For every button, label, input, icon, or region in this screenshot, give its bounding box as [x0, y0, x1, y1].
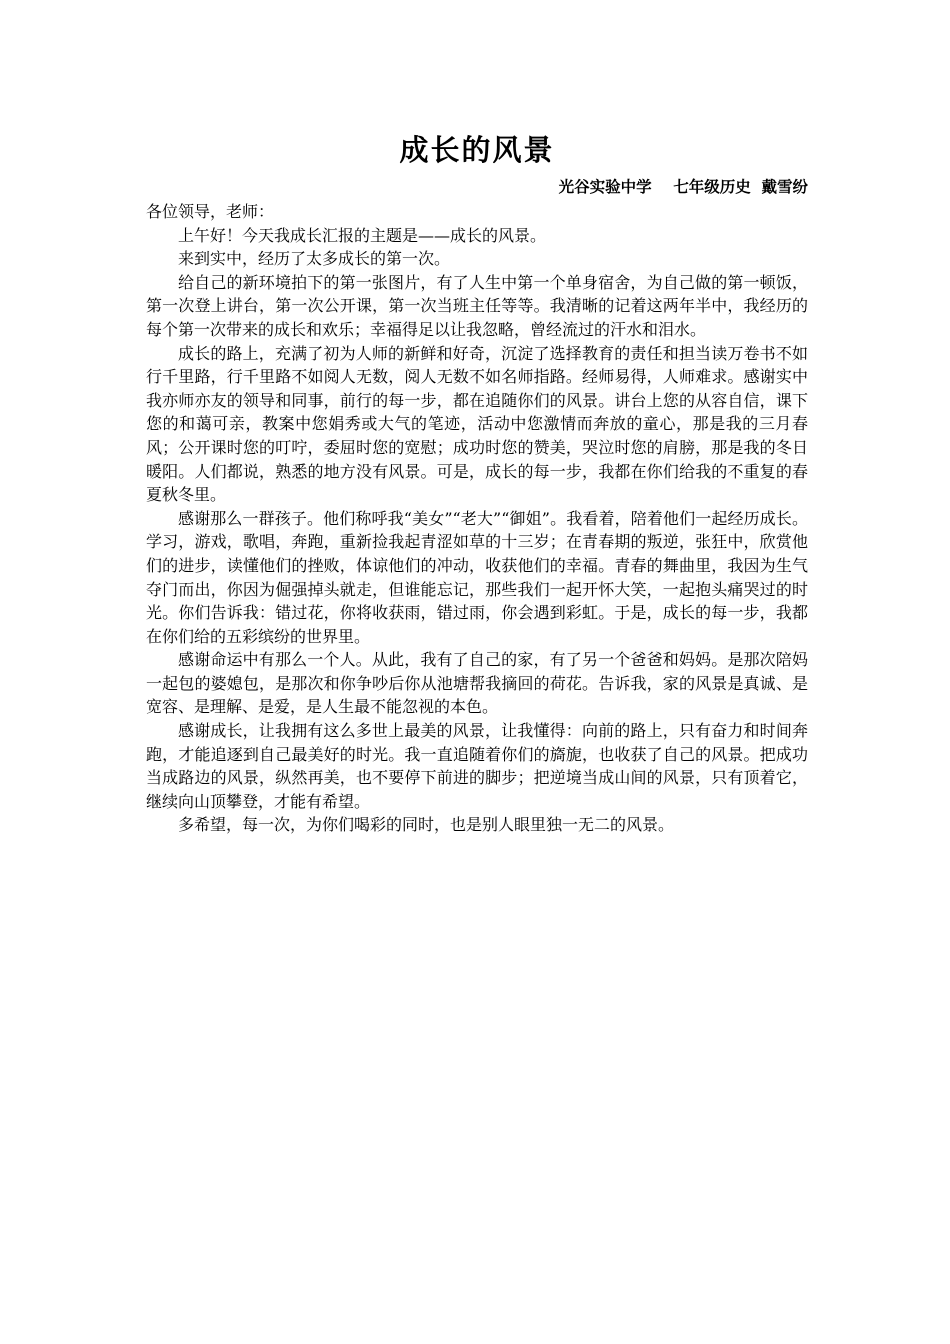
paragraph: 成长的路上，充满了初为人师的新鲜和好奇，沉淀了选择教育的责任和担当读万卷书不如行千里路，行千里路不如阅人无数，阅人无数不如名师指路。经师易得，人师难求。感谢实中我亦师亦友的领导和同事，前行的每一步，都在追随你们的风景。讲台上您的从容自信，课下您的和蔼可亲，教案中您娟秀或大气的笔迹，活动中您激情而奔放的童心，那是我的三月春风；公开课时您的叮咛，委屈时您的宽慰；成功时您的赞美，哭泣时您的肩膀，那是我的冬日暖阳。人们都说，熟悉的地方没有风景。可是，成长的每一步，我都在你们给我的不重复的春夏秋冬里。 — [146, 343, 808, 505]
document-title: 成长的风景 — [399, 133, 555, 167]
paragraph: 多希望，每一次，为你们喝彩的同时，也是别人眼里独一无二的风景。 — [178, 815, 675, 835]
salutation: 各位领导，老师： — [146, 202, 275, 221]
paragraph: 感谢成长，让我拥有这么多世上最美的风景，让我懂得：向前的路上，只有奋力和时间奔跑，才能追逐到自己最美好的时光。我一直追随着你们的旖旎，也收获了自己的风景。把成功当成路边的风景，纵然再美，也不要停下前进的脚步；把逆境当成山间的风景，只有顶着它，继续向山顶攀登，才能有希望。 — [146, 721, 808, 811]
paragraph: 感谢命运中有那么一个人。从此，我有了自己的家，有了另一个爸爸和妈妈。是那次陪妈一起包的婆媳包，是那次和你争吵后你从池塘帮我摘回的荷花。告诉我，家的风景是真诚、是宽容、是理解、是爱，是人生最不能忽视的本色。 — [146, 650, 808, 717]
document-body — [146, 200, 808, 837]
paragraph: 感谢那么一群孩子。他们称呼我“美女”“老大”“御姐”。我看着，陪着他们一起经历成长。学习，游戏，歌唱，奔跑，重新捡我起青涩如草的十三岁；在青春期的叛逆，张狂中，欣赏他们的进步，读懂他们的挫败，体谅他们的冲动，收获他们的幸福。青春的舞曲里，我因为生气夺门而出，你因为倔强掉头就走，但谁能忘记，那些我们一起开怀大笑，一起抱头痛哭过的时光。你们告诉我：错过花，你将收获雨，错过雨，你会遇到彩虹。于是，成长的每一步，我都在你们给的五彩缤纷的世界里。 — [146, 508, 808, 646]
paragraph: 上午好！今天我成长汇报的主题是——成长的风景。 — [178, 225, 547, 245]
author-byline: 光谷实验中学 七年级历史 戴雪纷 — [558, 177, 808, 196]
paragraph: 来到实中，经历了太多成长的第一次。 — [178, 249, 451, 269]
paragraph: 给自己的新环境拍下的第一张图片，有了人生中第一个单身宿舍，为自己做的第一顿饭，第一次登上讲台，第一次公开课，第一次当班主任等等。我清晰的记着这两年半中，我经历的每个第一次带来的成长和欢乐；幸福得足以让我忽略，曾经流过的汗水和泪水。 — [146, 272, 808, 339]
